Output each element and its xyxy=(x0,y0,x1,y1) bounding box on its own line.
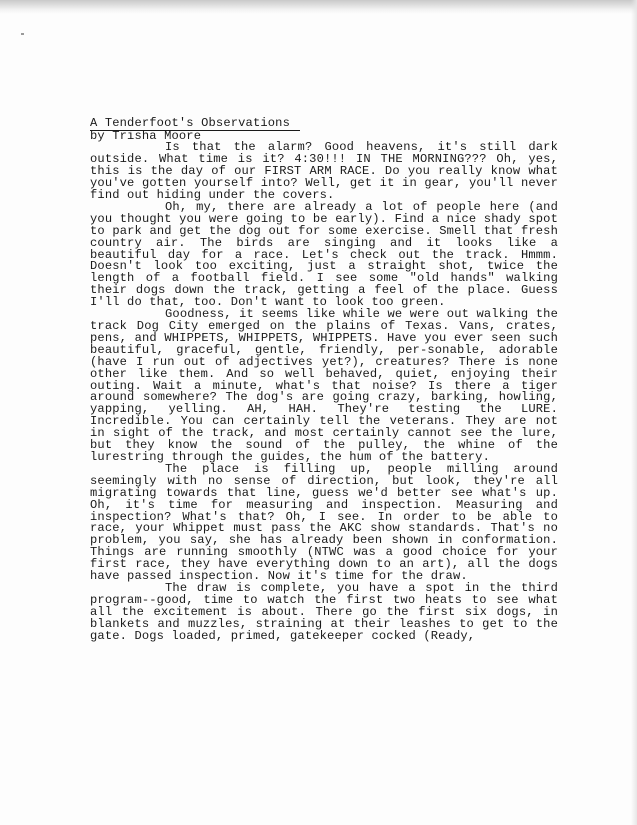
paragraph-4: The place is filling up, people milling around seemingly with no sense of direction, but look, they're all migrating towards that line, guess we'd better see what's up. Oh, it's time for measuring and inspection. Measuring and inspection? What's that? Oh, I see. In order to be able to race, your Whippet must pass the AKC show standards. That's no problem, you say, she has already been shown in conformation. Things are running smoothly (NTWC was a good choice for your first race, they have everything down to an art), all the dogs have passed inspection. Now it's time for the draw. xyxy=(90,461,558,584)
scan-shadow-right xyxy=(631,0,637,825)
scan-shadow-top xyxy=(0,0,637,14)
article-title: A Tenderfoot's Observations xyxy=(90,118,300,131)
scan-speck xyxy=(21,33,24,35)
article-byline: by Trisha Moore xyxy=(90,128,202,143)
article xyxy=(90,118,558,642)
paragraph-1: Is that the alarm? Good heavens, it's still dark outside. What time is it? 4:30!!! IN THE MORNING??? Oh, yes, this is the day of our FIRST ARM RACE. Do you really know what you've gotten yourself into? Well, get it in gear, you'll never find out hiding under the covers. xyxy=(90,140,558,203)
paragraph-3: Goodness, it seems like while we were out walking the track Dog City emerged on the plains of Texas. Vans, crates, pens, and WHIPPETS, WHIPPETS, WHIPPETS. Have you ever seen such beautiful, graceful, gentle, friendly, per-sonable, adorable (have I run out of adjectives yet?), creatures? There is none other like them. And so well behaved, quiet, enjoying their outing. Wait a minute, what's that noise? Is there a tiger around somewhere? The dog's are going crazy, barking, howling, yapping, yelling. AH, HAH. They're testing the LURE. Incredible. You can certainly tell the veterans. They are not in sight of the track, and most certainly cannot see the lure, but they know the sound of the pulley, the whine of the lurestring through the guides, the hum of the battery. xyxy=(90,307,558,464)
paragraph-5: The draw is complete, you have a spot in the third program--good, time to watch the first two heats to see what all the excitement is about. There go the first six dogs, in blankets and muzzles, straining at their leashes to get to the gate. Dogs loaded, primed, gatekeeper cocked (Ready, xyxy=(90,580,558,643)
paragraph-2: Oh, my, there are already a lot of people here (and you thought you were going to be early). Find a nice shady spot to park and get the dog out for some exercise. Smell that fresh country air. The birds are singing and it looks like a beautiful day for a race. Let's check out the track. Hmmm. Doesn't look too exciting, just a straight shot, twice the length of a football field. I see some "old hands" walking their dogs down the track, getting a feel of the place. Guess I'll do that, too. Don't want to look too green. xyxy=(90,199,558,310)
